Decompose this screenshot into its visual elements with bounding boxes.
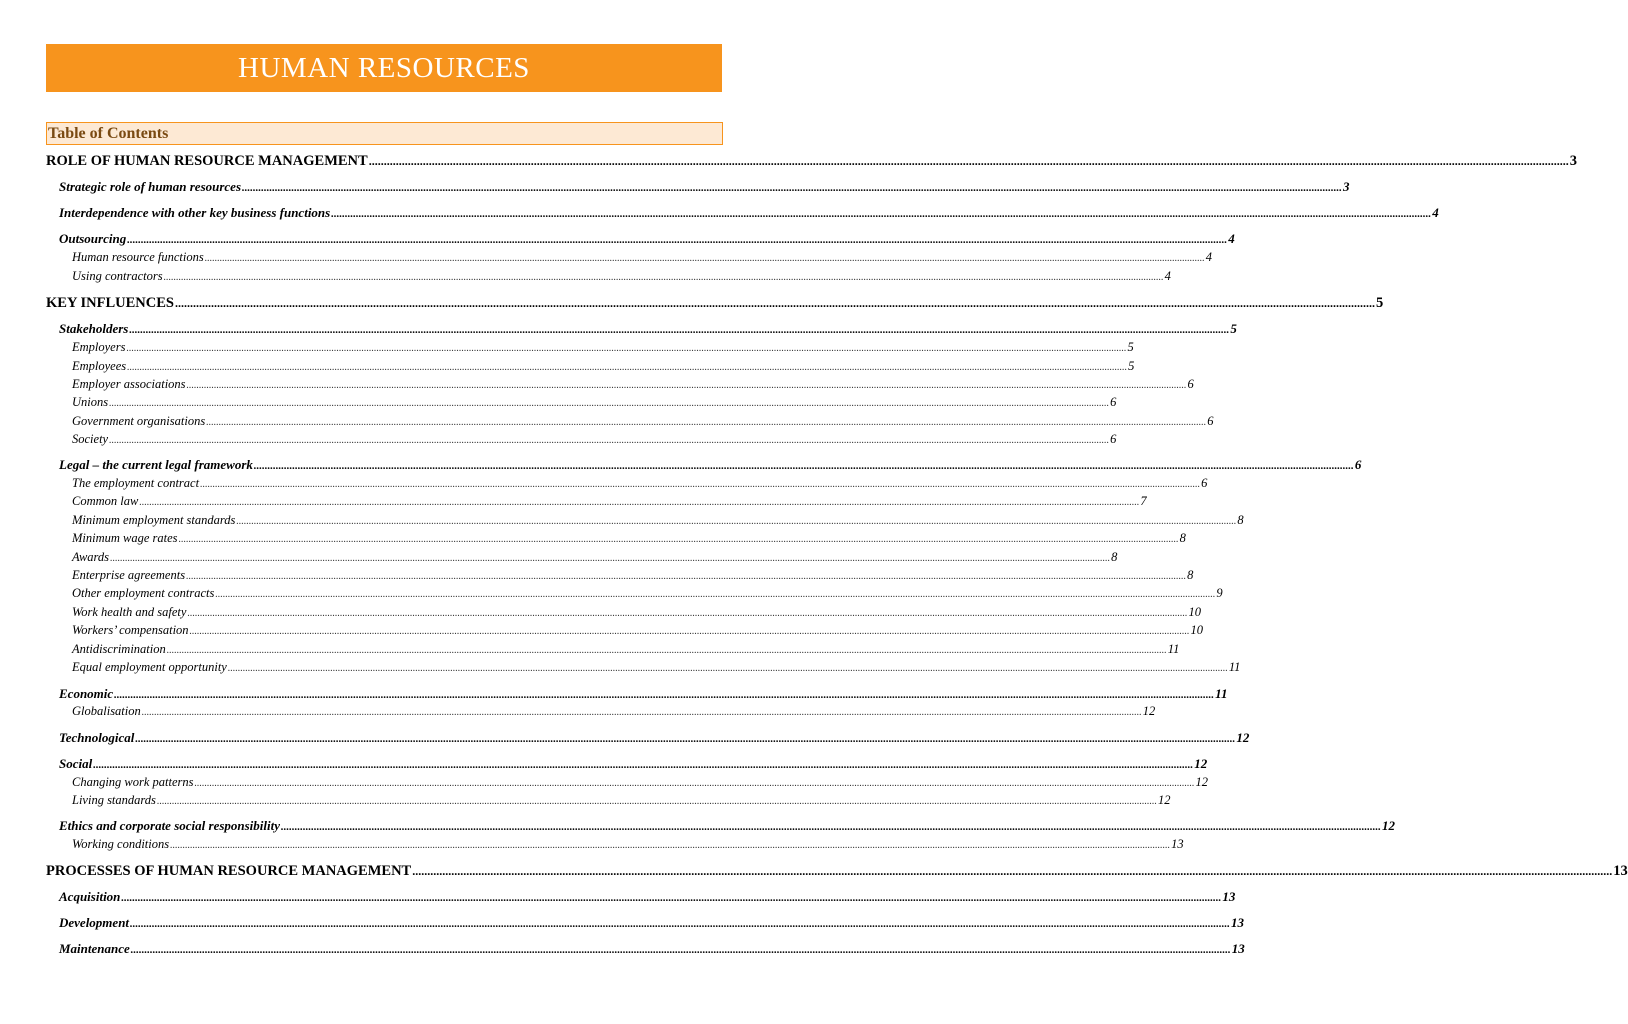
toc-dot-leader: ................................................................................................................................................................................................................................................................................................................................................................................................................ — [186, 380, 1187, 391]
toc-entry-title: Maintenance — [59, 941, 130, 956]
toc-entry-page-number: 4 — [1228, 231, 1235, 246]
toc-entry-title: Enterprise agreements — [72, 568, 186, 582]
toc-dot-leader: ................................................................................................................................................................................................................................................................................................................................................................................................................ — [174, 296, 1375, 310]
toc-dot-leader: ................................................................................................................................................................................................................................................................................................................................................................................................................ — [368, 154, 1569, 168]
toc-entry[interactable] — [59, 231, 1235, 251]
toc-entry-page-number: 6 — [1187, 377, 1194, 391]
toc-entry-title: Social — [59, 756, 93, 771]
toc-entry[interactable] — [72, 250, 1212, 270]
toc-dot-leader: ................................................................................................................................................................................................................................................................................................................................................................................................................ — [114, 689, 1215, 701]
toc-entry[interactable] — [59, 179, 1350, 199]
toc-entry-page-number: 10 — [1190, 623, 1204, 637]
toc-entry-page-number: 6 — [1207, 414, 1214, 428]
toc-entry-title: Changing work patterns — [72, 775, 194, 789]
toc-dot-leader: ................................................................................................................................................................................................................................................................................................................................................................................................................ — [163, 272, 1164, 283]
toc-entry-page-number: 13 — [1231, 915, 1245, 930]
toc-entry[interactable] — [46, 153, 1577, 173]
toc-entry-page-number: 12 — [1194, 756, 1208, 771]
toc-entry[interactable] — [72, 414, 1214, 434]
toc-dot-leader: ................................................................................................................................................................................................................................................................................................................................................................................................................ — [189, 626, 1190, 637]
toc-entry[interactable] — [72, 586, 1223, 606]
toc-dot-leader: ................................................................................................................................................................................................................................................................................................................................................................................................................ — [129, 324, 1230, 336]
toc-entry-title: Employers — [72, 340, 126, 354]
toc-entry-title: Interdependence with other key business functions — [59, 205, 331, 220]
toc-entry-title: KEY INFLUENCES — [46, 295, 174, 311]
toc-entry-page-number: 4 — [1205, 250, 1212, 264]
toc-dot-leader: ................................................................................................................................................................................................................................................................................................................................................................................................................ — [331, 208, 1432, 220]
toc-entry-page-number: 5 — [1375, 295, 1384, 311]
toc-entry-title: Stakeholders — [59, 321, 129, 336]
toc-entry[interactable] — [59, 686, 1228, 706]
toc-entry-page-number: 4 — [1432, 205, 1439, 220]
toc-entry[interactable] — [72, 432, 1117, 452]
toc-entry-page-number: 11 — [1228, 660, 1241, 674]
toc-entry-title: Legal – the current legal framework — [59, 457, 253, 472]
toc-dot-leader: ................................................................................................................................................................................................................................................................................................................................................................................................................ — [156, 796, 1157, 807]
toc-dot-leader: ................................................................................................................................................................................................................................................................................................................................................................................................................ — [166, 645, 1167, 656]
toc-entry-page-number: 6 — [1110, 432, 1117, 446]
toc-entry-title: Strategic role of human resources — [59, 179, 242, 194]
toc-dot-leader: ................................................................................................................................................................................................................................................................................................................................................................................................................ — [186, 571, 1187, 582]
toc-entry-page-number: 9 — [1216, 586, 1223, 600]
toc-dot-leader: ................................................................................................................................................................................................................................................................................................................................................................................................................ — [227, 663, 1228, 674]
toc-entry-page-number: 12 — [1236, 730, 1250, 745]
toc-entry-page-number: 6 — [1354, 457, 1362, 472]
toc-entry[interactable] — [59, 457, 1362, 477]
toc-entry[interactable] — [72, 793, 1171, 813]
toc-entry-title: Workers’ compensation — [72, 623, 189, 637]
toc-entry[interactable] — [72, 359, 1135, 379]
toc-entry-title: Society — [72, 432, 109, 446]
toc-dot-leader: ................................................................................................................................................................................................................................................................................................................................................................................................................ — [110, 553, 1111, 564]
toc-entry-title: Acquisition — [59, 889, 121, 904]
toc-dot-leader: ................................................................................................................................................................................................................................................................................................................................................................................................................ — [109, 398, 1110, 409]
toc-entry-title: Working conditions — [72, 837, 170, 851]
toc-entry[interactable] — [59, 889, 1236, 909]
toc-entry-page-number: 5 — [1127, 340, 1134, 354]
toc-entry[interactable] — [59, 818, 1396, 838]
toc-dot-leader: ................................................................................................................................................................................................................................................................................................................................................................................................................ — [253, 460, 1354, 472]
toc-entry[interactable] — [72, 377, 1194, 397]
toc-entry[interactable] — [72, 550, 1118, 570]
toc-entry-title: Equal employment opportunity — [72, 660, 227, 674]
toc-dot-leader: ................................................................................................................................................................................................................................................................................................................................................................................................................ — [126, 343, 1127, 354]
document-title-banner — [46, 44, 722, 92]
toc-entry-title: PROCESSES OF HUMAN RESOURCE MANAGEMENT — [46, 863, 412, 879]
toc-entry-title: Other employment contracts — [72, 586, 215, 600]
toc-entry-page-number: 8 — [1111, 550, 1118, 564]
toc-dot-leader: ................................................................................................................................................................................................................................................................................................................................................................................................................ — [200, 479, 1201, 490]
toc-entry-title: Economic — [59, 686, 114, 701]
toc-entry-page-number: 13 — [1171, 837, 1184, 851]
toc-entry-title: Using contractors — [72, 269, 163, 283]
toc-entry[interactable] — [72, 531, 1186, 551]
toc-entry-page-number: 12 — [1157, 793, 1171, 807]
toc-dot-leader: ................................................................................................................................................................................................................................................................................................................................................................................................................ — [170, 840, 1171, 851]
toc-dot-leader: ................................................................................................................................................................................................................................................................................................................................................................................................................ — [121, 892, 1222, 904]
toc-entry-title: Minimum wage rates — [72, 531, 178, 545]
toc-entry-page-number: 8 — [1179, 531, 1186, 545]
toc-entry[interactable] — [72, 340, 1134, 360]
toc-dot-leader: ................................................................................................................................................................................................................................................................................................................................................................................................................ — [141, 707, 1142, 718]
toc-entry-page-number: 12 — [1142, 704, 1156, 718]
toc-entry[interactable] — [72, 494, 1147, 514]
toc-entry-title: Unions — [72, 395, 109, 409]
toc-entry-page-number: 13 — [1613, 863, 1628, 879]
toc-entry[interactable] — [72, 269, 1171, 289]
toc-entry-title: The employment contract — [72, 476, 200, 490]
toc-entry-title: Employer associations — [72, 377, 186, 391]
toc-dot-leader: ................................................................................................................................................................................................................................................................................................................................................................................................................ — [93, 759, 1194, 771]
toc-entry-page-number: 12 — [1195, 775, 1209, 789]
toc-entry-page-number: 10 — [1188, 605, 1201, 619]
toc-dot-leader: ................................................................................................................................................................................................................................................................................................................................................................................................................ — [127, 234, 1228, 246]
toc-heading-label: Table of Contents — [48, 125, 169, 142]
toc-dot-leader: ................................................................................................................................................................................................................................................................................................................................................................................................................ — [130, 944, 1231, 956]
toc-dot-leader: ................................................................................................................................................................................................................................................................................................................................................................................................................ — [109, 435, 1110, 446]
toc-entry[interactable] — [59, 730, 1250, 750]
toc-entry-title: Employees — [72, 359, 127, 373]
toc-entry[interactable] — [72, 623, 1204, 643]
toc-entry[interactable] — [59, 321, 1237, 341]
toc-entry-page-number: 3 — [1569, 153, 1577, 169]
toc-heading — [46, 122, 723, 145]
toc-entry[interactable] — [72, 605, 1201, 625]
toc-entry[interactable] — [72, 476, 1208, 496]
toc-entry-page-number: 6 — [1201, 476, 1208, 490]
toc-dot-leader: ................................................................................................................................................................................................................................................................................................................................................................................................................ — [412, 864, 1613, 878]
toc-entry-page-number: 7 — [1140, 494, 1147, 508]
toc-entry-title: ROLE OF HUMAN RESOURCE MANAGEMENT — [46, 153, 368, 169]
toc-entry-title: Common law — [72, 494, 139, 508]
toc-entry-title: Government organisations — [72, 414, 206, 428]
toc-entry-page-number: 11 — [1167, 642, 1180, 656]
toc-dot-leader: ................................................................................................................................................................................................................................................................................................................................................................................................................ — [242, 182, 1343, 194]
toc-entry-page-number: 3 — [1343, 179, 1350, 194]
toc-entry-page-number: 8 — [1237, 513, 1244, 527]
toc-entry-page-number: 13 — [1222, 889, 1236, 904]
toc-entry-title: Antidiscrimination — [72, 642, 166, 656]
toc-entry[interactable] — [46, 863, 1628, 883]
toc-entry-title: Living standards — [72, 793, 156, 807]
document-title: HUMAN RESOURCES — [238, 51, 530, 84]
toc-entry-title: Ethics and corporate social responsibility — [59, 818, 281, 833]
toc-entry-page-number: 12 — [1382, 818, 1396, 833]
toc-entry[interactable] — [59, 915, 1245, 935]
toc-dot-leader: ................................................................................................................................................................................................................................................................................................................................................................................................................ — [135, 733, 1236, 745]
toc-dot-leader: ................................................................................................................................................................................................................................................................................................................................................................................................................ — [215, 589, 1216, 600]
toc-dot-leader: ................................................................................................................................................................................................................................................................................................................................................................................................................ — [206, 417, 1207, 428]
toc-entry-title: Awards — [72, 550, 110, 564]
toc-entry-page-number: 11 — [1215, 686, 1228, 701]
toc-dot-leader: ................................................................................................................................................................................................................................................................................................................................................................................................................ — [178, 534, 1179, 545]
toc-entry[interactable] — [46, 295, 1384, 315]
toc-dot-leader: ................................................................................................................................................................................................................................................................................................................................................................................................................ — [236, 516, 1237, 527]
toc-entry-page-number: 13 — [1231, 941, 1245, 956]
toc-entry-title: Technological — [59, 730, 135, 745]
toc-entry-page-number: 6 — [1110, 395, 1117, 409]
toc-entry-title: Globalisation — [72, 704, 141, 718]
toc-entry[interactable] — [59, 756, 1208, 776]
toc-entry-title: Outsourcing — [59, 231, 127, 246]
toc-entry[interactable] — [59, 941, 1245, 961]
toc-dot-leader: ................................................................................................................................................................................................................................................................................................................................................................................................................ — [194, 778, 1195, 789]
toc-entry[interactable] — [72, 704, 1156, 724]
toc-entry[interactable] — [72, 775, 1209, 795]
toc-dot-leader: ................................................................................................................................................................................................................................................................................................................................................................................................................ — [204, 253, 1205, 264]
toc-dot-leader: ................................................................................................................................................................................................................................................................................................................................................................................................................ — [281, 821, 1382, 833]
toc-dot-leader: ................................................................................................................................................................................................................................................................................................................................................................................................................ — [130, 918, 1231, 930]
toc-entry-title: Work health and safety — [72, 605, 187, 619]
toc-entry-page-number: 5 — [1230, 321, 1237, 336]
toc-entry-page-number: 4 — [1164, 269, 1171, 283]
toc-entry[interactable] — [72, 513, 1244, 533]
toc-entry-title: Human resource functions — [72, 250, 204, 264]
toc-entry[interactable] — [72, 837, 1184, 857]
toc-dot-leader: ................................................................................................................................................................................................................................................................................................................................................................................................................ — [187, 608, 1188, 619]
toc-entry-title: Minimum employment standards — [72, 513, 236, 527]
toc-dot-leader: ................................................................................................................................................................................................................................................................................................................................................................................................................ — [127, 362, 1128, 373]
toc-entry[interactable] — [59, 205, 1439, 225]
toc-entry-page-number: 8 — [1187, 568, 1194, 582]
toc-entry[interactable] — [72, 395, 1117, 415]
toc-dot-leader: ................................................................................................................................................................................................................................................................................................................................................................................................................ — [139, 497, 1140, 508]
toc-entry-page-number: 5 — [1128, 359, 1135, 373]
toc-entry[interactable] — [72, 642, 1180, 662]
toc-entry[interactable] — [72, 660, 1241, 680]
toc-entry-title: Development — [59, 915, 130, 930]
toc-entry[interactable] — [72, 568, 1194, 588]
